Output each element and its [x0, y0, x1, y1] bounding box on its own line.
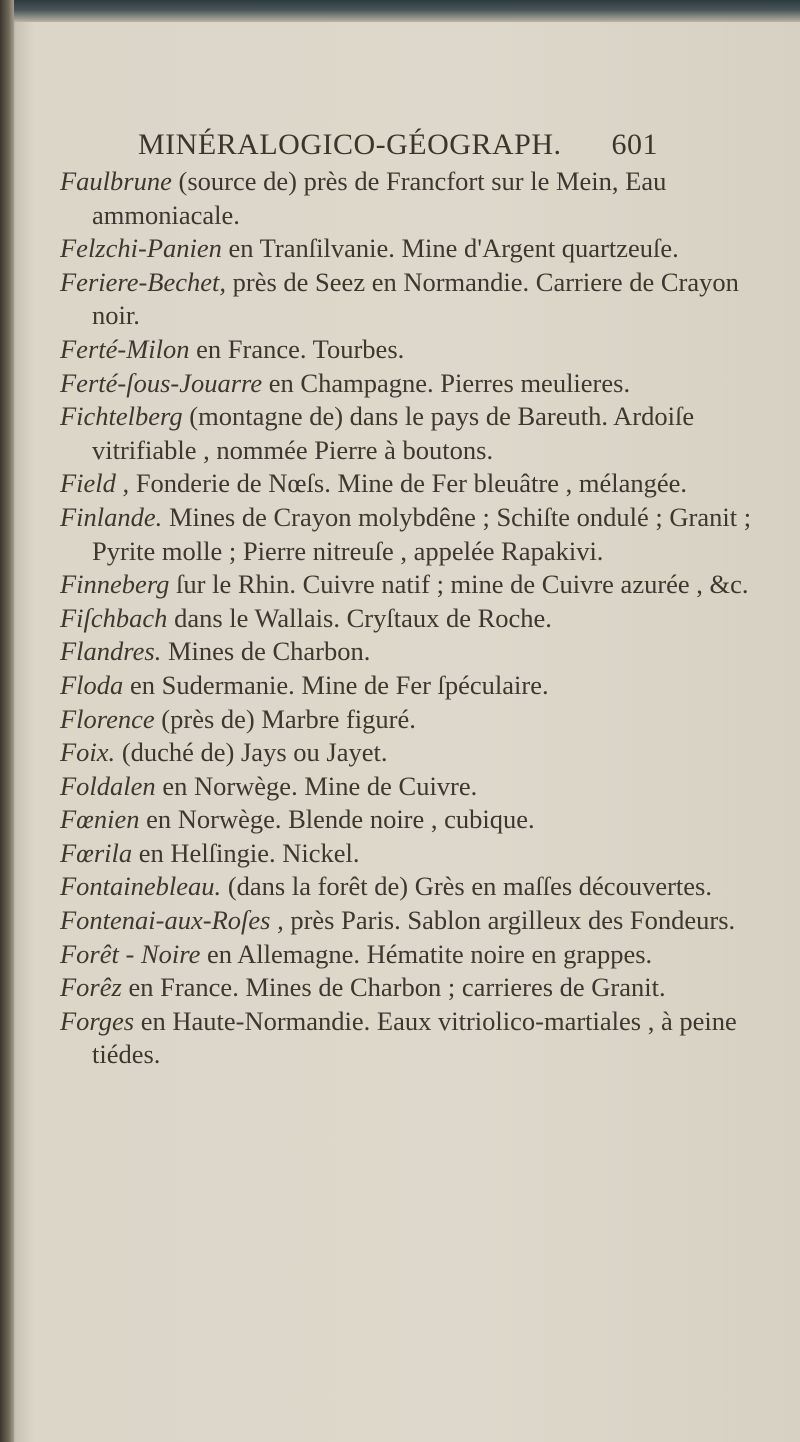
entry	[60, 803, 760, 837]
entry-description: ſur le Rhin. Cuivre natif ; mine de Cuivre azurée , &c.	[176, 569, 749, 600]
entry-description: en Allemagne. Hématite noire en grappes.	[206, 938, 653, 969]
entry-place: Finlande.	[60, 501, 163, 532]
entry	[60, 870, 760, 904]
entry-description: en France. Tourbes.	[196, 333, 405, 364]
entry-place: Floda	[60, 669, 124, 700]
entry-description: Mines de Charbon.	[167, 636, 371, 667]
entry-place: Forges	[60, 1005, 135, 1036]
entry	[60, 635, 760, 669]
entry-place: Fœnien	[60, 804, 140, 835]
entry-description: en France. Mines de Charbon ; carrieres de Granit.	[128, 972, 666, 1003]
entry	[60, 837, 760, 871]
entry-description: (source de) près de Francfort sur le Mein, Eau ammoniacale.	[92, 166, 667, 230]
entry	[60, 770, 760, 804]
entry-description: Fonderie de Nœſs. Mine de Fer bleuâtre , mélangée.	[135, 468, 687, 499]
entry-description: dans le Wallais. Cryſtaux de Roche.	[174, 602, 552, 633]
entry-place: Florence	[60, 703, 155, 734]
entry-place: Finneberg	[60, 569, 170, 600]
entry-description: en Haute-Normandie. Eaux vitriolico-martiales , à peine tiédes.	[92, 1005, 737, 1070]
entry-list	[60, 165, 760, 1072]
entry-place: Fichtelberg	[60, 401, 183, 432]
book-spine-edge	[0, 0, 14, 1442]
entry-description: en Norwège. Mine de Cuivre.	[162, 770, 478, 801]
entry-description: près de Seez en Normandie. Carriere de Crayon noir.	[92, 266, 739, 331]
entry-description: (montagne de) dans le pays de Bareuth. Ardoiſe vitrifiable , nommée Pierre à boutons.	[92, 401, 695, 465]
entry	[60, 669, 760, 703]
entry-place: Fiſchbach	[60, 602, 168, 633]
entry	[60, 266, 760, 333]
entry	[60, 333, 760, 367]
entry-place: Faulbrune	[60, 166, 172, 196]
entry-place: Ferté-Milon	[60, 333, 190, 364]
entry-place: Flandres.	[60, 636, 162, 667]
entry-description: (près de) Marbre figuré.	[161, 703, 416, 734]
entry-place: Felzchi-Panien	[60, 233, 222, 264]
entry-description: (duché de) Jays ou Jayet.	[121, 737, 388, 768]
entry	[60, 971, 760, 1005]
entry	[60, 904, 760, 938]
entry-description: en Champagne. Pierres meulieres.	[268, 367, 631, 398]
entry-place: Ferté-ſous-Jouarre	[60, 367, 263, 398]
entry-description: en Tranſilvanie. Mine d'Argent quartzeuſe.	[228, 233, 679, 264]
entry	[60, 568, 760, 602]
entry-description: près Paris. Sablon argilleux des Fondeurs.	[290, 905, 736, 936]
entry-description: Mines de Crayon molybdêne ; Schiſte ondulé ; Granit ; Pyrite molle ; Pierre nitreuſe , appelée Rapakivi.	[92, 501, 752, 566]
running-title: MINÉRALOGICO-GÉOGRAPH.	[138, 128, 562, 161]
entry	[60, 367, 760, 401]
entry	[60, 467, 760, 501]
entry-description: en Norwège. Blende noire , cubique.	[146, 804, 535, 835]
entry	[60, 400, 760, 467]
entry-place: Field ,	[60, 468, 130, 499]
entry	[60, 602, 760, 636]
entry	[60, 703, 760, 737]
entry	[60, 165, 760, 232]
entry	[60, 501, 760, 568]
entry-place: Foix.	[60, 737, 116, 768]
entry	[60, 232, 760, 266]
entry-description: (dans la forêt de) Grès en maſſes découvertes.	[227, 871, 712, 902]
page-number: 601	[611, 128, 658, 161]
entry-place: Fontainebleau.	[60, 871, 222, 902]
entry-place: Forêt - Noire	[60, 938, 201, 969]
entry-description: en Helſingie. Nickel.	[138, 837, 360, 868]
entry-place: Foldalen	[60, 770, 156, 801]
running-header	[138, 128, 658, 162]
entry-description: en Sudermanie. Mine de Fer ſpéculaire.	[129, 669, 549, 700]
entry-place: Feriere-Bechet,	[60, 266, 227, 297]
entry-place: Forêz	[60, 972, 122, 1003]
top-scan-edge	[0, 0, 800, 22]
entry	[60, 736, 760, 770]
entry-place: Fontenai-aux-Roſes ,	[60, 905, 284, 936]
entry-place: Fœrila	[60, 837, 133, 868]
entry	[60, 938, 760, 972]
entry	[60, 1005, 760, 1072]
